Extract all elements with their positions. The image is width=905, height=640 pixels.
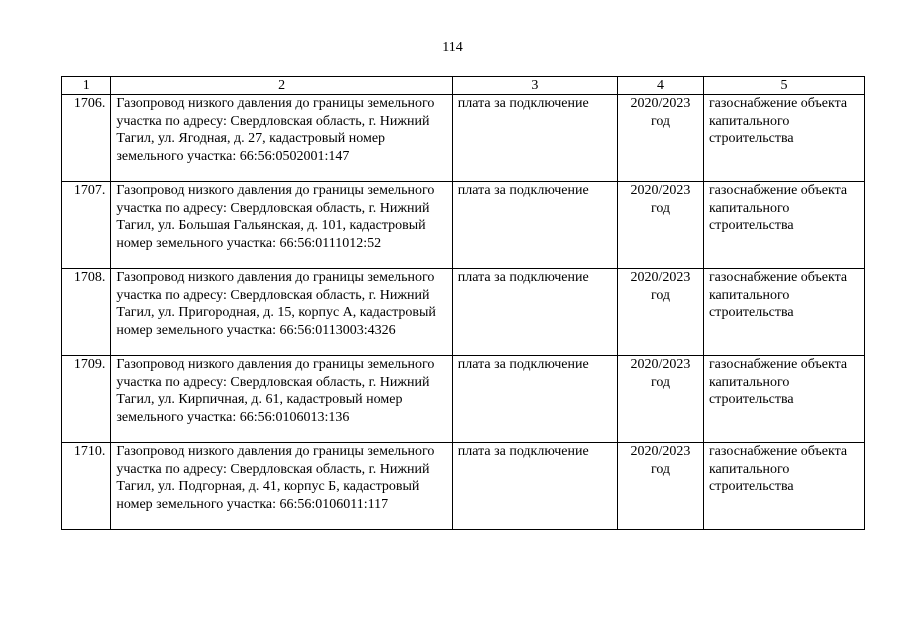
- implementation-period: 2020/2023 год: [618, 95, 704, 182]
- column-header-2: 2: [111, 77, 452, 95]
- object-description: Газопровод низкого давления до границы земельного участка по адресу: Свердловская область, г. Нижний Тагил, ул. Кирпичная, д. 61, кадастровый номер земельного участка: 66:56:0106013:136: [111, 356, 452, 443]
- funding-source: плата за подключение: [452, 356, 617, 443]
- table-row: [62, 356, 865, 443]
- table-row: [62, 95, 865, 182]
- column-header-1: 1: [62, 77, 111, 95]
- object-description: Газопровод низкого давления до границы земельного участка по адресу: Свердловская область, г. Нижний Тагил, ул. Большая Гальянская, д. 101, кадастровый номер земельного участка: 66:56:0111012:52: [111, 182, 452, 269]
- funding-source: плата за подключение: [452, 95, 617, 182]
- implementation-period: 2020/2023 год: [618, 356, 704, 443]
- investment-table: [61, 76, 865, 530]
- object-purpose: газоснабжение объекта капитального строительства: [703, 443, 864, 530]
- object-purpose: газоснабжение объекта капитального строительства: [703, 182, 864, 269]
- page-number: 114: [442, 40, 463, 55]
- object-description: Газопровод низкого давления до границы земельного участка по адресу: Свердловская область, г. Нижний Тагил, ул. Пригородная, д. 15, корпус А, кадастровый номер земельного участка: 66:56:0113003:4326: [111, 269, 452, 356]
- object-description: Газопровод низкого давления до границы земельного участка по адресу: Свердловская область, г. Нижний Тагил, ул. Ягодная, д. 27, кадастровый номер земельного участка: 66:56:0502001:147: [111, 95, 452, 182]
- row-number: 1707.: [62, 182, 111, 269]
- row-number: 1709.: [62, 356, 111, 443]
- funding-source: плата за подключение: [452, 269, 617, 356]
- object-purpose: газоснабжение объекта капитального строительства: [703, 269, 864, 356]
- table-row: [62, 443, 865, 530]
- object-purpose: газоснабжение объекта капитального строительства: [703, 95, 864, 182]
- column-header-5: 5: [703, 77, 864, 95]
- table-row: [62, 269, 865, 356]
- row-number: 1706.: [62, 95, 111, 182]
- funding-source: плата за подключение: [452, 443, 617, 530]
- table-row: [62, 182, 865, 269]
- row-number: 1710.: [62, 443, 111, 530]
- implementation-period: 2020/2023 год: [618, 443, 704, 530]
- column-header-3: 3: [452, 77, 617, 95]
- column-header-4: 4: [618, 77, 704, 95]
- object-description: Газопровод низкого давления до границы земельного участка по адресу: Свердловская область, г. Нижний Тагил, ул. Подгорная, д. 41, корпус Б, кадастровый номер земельного участка: 66:56:0106011:117: [111, 443, 452, 530]
- implementation-period: 2020/2023 год: [618, 182, 704, 269]
- funding-source: плата за подключение: [452, 182, 617, 269]
- implementation-period: 2020/2023 год: [618, 269, 704, 356]
- row-number: 1708.: [62, 269, 111, 356]
- table-header-row: [62, 77, 865, 95]
- object-purpose: газоснабжение объекта капитального строительства: [703, 356, 864, 443]
